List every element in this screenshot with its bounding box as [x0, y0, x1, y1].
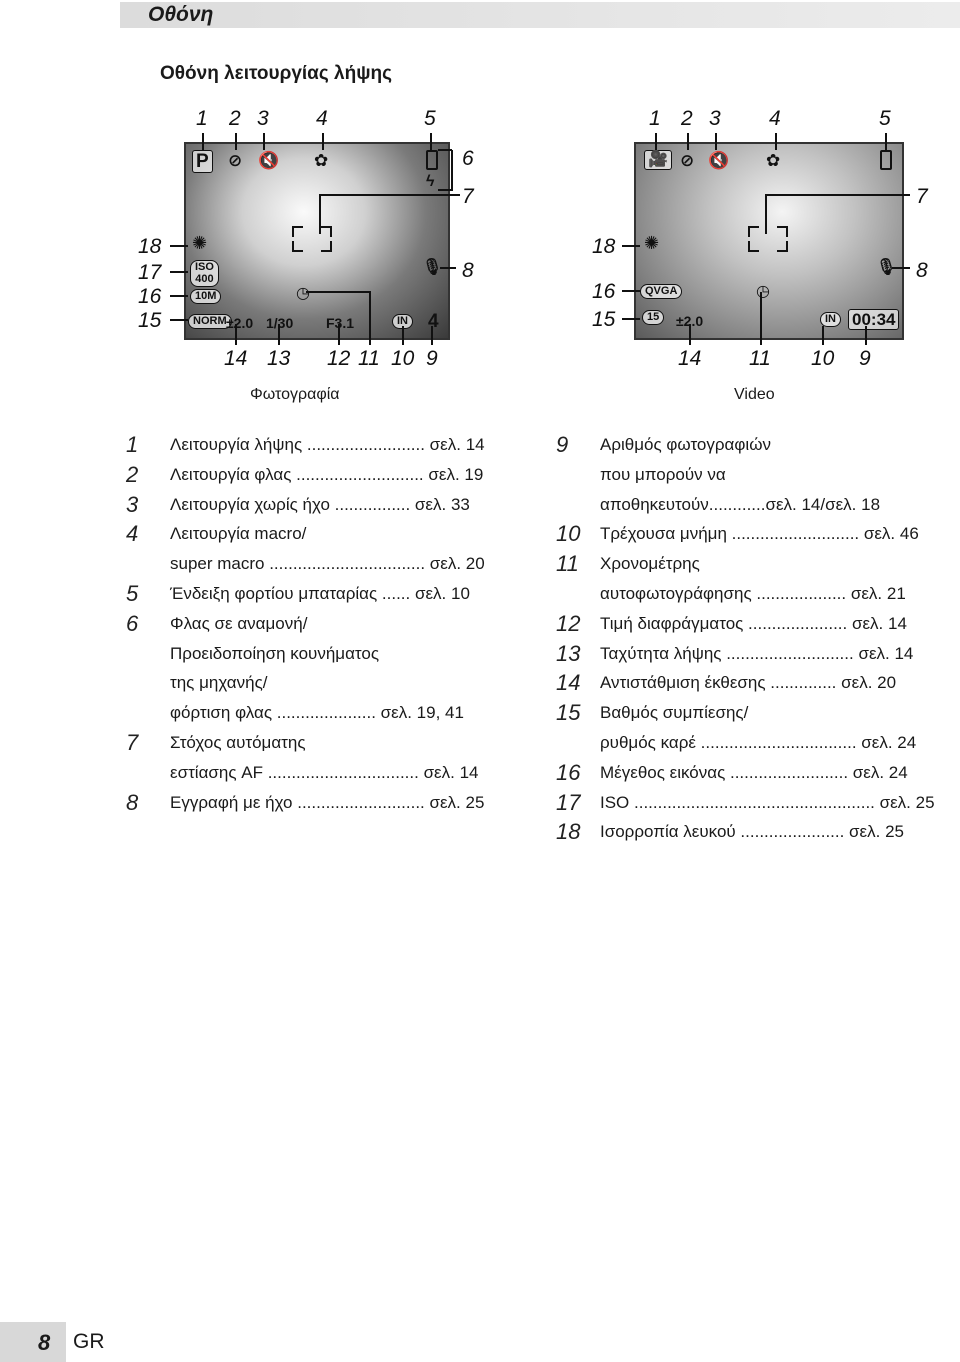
legend-text: Χρονομέτρης — [600, 554, 700, 574]
legend-row — [126, 698, 518, 728]
photo-callout-15: 15 — [138, 309, 162, 332]
flash-charge-icon: ϟ — [426, 173, 435, 190]
legend-row — [556, 698, 952, 728]
legend-number — [126, 758, 170, 788]
legend-number: 17 — [556, 789, 581, 815]
legend-text: Ένδειξη φορτίου μπαταρίας ...... σελ. 10 — [170, 583, 470, 603]
af-target — [292, 226, 332, 252]
legend-row — [126, 609, 518, 639]
legend-row — [556, 728, 952, 758]
memory-icon: IN — [392, 314, 413, 329]
legend-row — [556, 460, 952, 490]
legend-row — [556, 639, 952, 669]
legend-number: 6 — [126, 610, 139, 636]
legend-number: 1 — [126, 432, 139, 457]
legend-row — [126, 519, 518, 549]
flash-icon: ⊘ — [680, 151, 695, 170]
legend-row — [126, 490, 518, 520]
video-caption: Video — [734, 386, 775, 403]
page-number: 8 — [38, 1330, 51, 1355]
legend-number: 4 — [126, 521, 139, 547]
video-callout-15: 15 — [592, 308, 616, 331]
video-callout-16: 16 — [592, 280, 616, 303]
mode-icon: P — [192, 150, 213, 173]
macro-icon: ✿ — [314, 151, 329, 170]
legend-number: 14 — [556, 670, 581, 696]
video-callout-18: 18 — [592, 235, 616, 258]
legend-row — [556, 490, 952, 520]
video-callout-8: 8 — [916, 259, 928, 282]
legend-text: ISO ................................................... σελ. 25 — [600, 792, 935, 812]
wb-icon: ✺ — [644, 233, 660, 253]
legend-right — [556, 430, 952, 847]
legend-text: super macro ................................. σελ. 20 — [170, 554, 485, 574]
iso-value: 400 — [195, 272, 214, 285]
legend-text: Ισορροπία λευκού ...................... σελ. 25 — [600, 822, 904, 842]
legend-text: της μηχανής/ — [170, 673, 268, 693]
photo-callout-18: 18 — [138, 235, 162, 258]
wb-icon: ✺ — [192, 233, 208, 253]
legend-row — [556, 758, 952, 788]
photo-callout-8: 8 — [462, 259, 474, 282]
legend-text: αυτοφωτογράφησης ................... σελ. 21 — [600, 583, 906, 603]
legend-number: 8 — [126, 789, 139, 815]
legend-text: Στόχος αυτόματης — [170, 732, 306, 752]
photo-callout-10: 10 — [391, 347, 415, 370]
video-callout-10: 10 — [811, 347, 835, 370]
legend-number — [126, 668, 170, 698]
video-callout-7: 7 — [916, 185, 928, 208]
legend-number: 5 — [126, 580, 139, 606]
legend-number: 3 — [126, 491, 139, 517]
legend-number — [126, 639, 170, 669]
legend-number: 15 — [556, 700, 581, 726]
shutter-value: 1/30 — [266, 315, 294, 331]
self-timer-icon: ◷ — [756, 283, 770, 300]
photo-callout-16: 16 — [138, 285, 162, 308]
photo-callout-12: 12 — [327, 347, 351, 370]
exposure-value: ±2.0 — [226, 315, 254, 331]
legend-text: Λειτουργία λήψης ......................... σελ. 14 — [170, 435, 485, 454]
photo-screen — [184, 142, 450, 340]
aperture-value: F3.1 — [326, 315, 355, 331]
legend-row — [556, 549, 952, 579]
legend-row — [556, 609, 952, 639]
legend-text: αποθηκευτούν............σελ. 14/σελ. 18 — [600, 494, 881, 514]
video-callout-1: 1 — [649, 107, 661, 130]
legend-row — [126, 758, 518, 788]
legend-row — [126, 788, 518, 818]
legend-number: 16 — [556, 759, 581, 785]
legend-number — [556, 460, 600, 490]
photo-callout-5: 5 — [424, 107, 436, 130]
legend-text: Τρέχουσα μνήμη ........................... σελ. 46 — [600, 524, 919, 544]
legend-row — [126, 579, 518, 609]
af-target — [748, 226, 788, 252]
photo-callout-1: 1 — [196, 107, 208, 130]
legend-number — [126, 698, 170, 728]
exposure-value: ±2.0 — [676, 313, 704, 329]
legend-row — [556, 668, 952, 698]
legend-text: Εγγραφή με ήχο ........................... σελ. 25 — [170, 792, 485, 812]
legend-number: 18 — [556, 819, 581, 845]
page-number-box — [0, 1322, 66, 1362]
subtitle: Οθόνη λειτουργίας λήψης — [160, 63, 392, 84]
legend-text: φόρτιση φλας ..................... σελ. 19, 41 — [170, 703, 464, 723]
legend-row — [556, 519, 952, 549]
legend-number: 7 — [126, 729, 139, 755]
legend-number — [126, 549, 170, 579]
photo-callout-3: 3 — [257, 107, 269, 130]
photo-callout-13: 13 — [267, 347, 291, 370]
microphone-icon: 🎙 — [876, 259, 897, 276]
legend-number: 10 — [556, 521, 581, 547]
legend-text: Λειτουργία macro/ — [170, 524, 307, 544]
legend-row — [556, 817, 952, 847]
video-callout-9: 9 — [859, 347, 871, 370]
fps-icon: 15 — [642, 310, 664, 325]
photo-callout-11: 11 — [358, 347, 380, 370]
legend-number: 11 — [556, 551, 579, 577]
legend-number — [556, 728, 600, 758]
legend-text: Αριθμός φωτογραφιών — [600, 435, 771, 454]
legend-text: Λειτουργία φλας ........................... σελ. 19 — [170, 464, 484, 484]
legend-text: Ταχύτητα λήψης ........................... σελ. 14 — [600, 643, 914, 663]
legend-row — [556, 788, 952, 818]
legend-text: Προειδοποίηση κουνήματος — [170, 643, 380, 663]
legend-row — [126, 460, 518, 490]
silent-icon: 🔇 — [258, 151, 280, 170]
silent-icon: 🔇 — [708, 151, 730, 170]
flash-icon: ⊘ — [228, 151, 243, 170]
legend-number: 2 — [126, 461, 139, 487]
legend-row — [126, 728, 518, 758]
legend-text: Τιμή διαφράγματος ..................... σελ. 14 — [600, 613, 907, 633]
photo-caption: Φωτογραφία — [250, 386, 340, 403]
shots-remaining: 4 — [428, 311, 439, 332]
legend-number: 13 — [556, 640, 581, 666]
legend-row — [126, 639, 518, 669]
legend-row — [126, 668, 518, 698]
video-callout-14: 14 — [678, 347, 702, 370]
legend-text: Λειτουργία χωρίς ήχο ................ σελ. 33 — [170, 494, 470, 514]
iso-icon — [190, 260, 219, 287]
photo-callout-17: 17 — [138, 261, 162, 284]
legend-number: 9 — [556, 432, 569, 457]
legend-text: που μπορούν να — [600, 464, 726, 484]
language-code: GR — [73, 1330, 105, 1353]
battery-icon — [426, 150, 438, 170]
legend-text: Μέγεθος εικόνας ......................... σελ. 24 — [600, 762, 908, 782]
photo-callout-14: 14 — [224, 347, 248, 370]
macro-icon: ✿ — [766, 151, 781, 170]
legend-row — [126, 549, 518, 579]
memory-icon: IN — [820, 312, 841, 327]
photo-callout-4: 4 — [316, 107, 328, 130]
legend-row — [556, 579, 952, 609]
legend-text: Φλας σε αναμονή/ — [170, 613, 308, 633]
section-title: Οθόνη — [148, 3, 214, 26]
legend-row — [126, 430, 518, 460]
recording-time: 00:34 — [848, 309, 899, 330]
header-bar — [120, 2, 960, 28]
legend-row — [556, 430, 952, 460]
video-callout-4: 4 — [769, 107, 781, 130]
legend-number — [556, 490, 600, 520]
legend-text: εστίασης AF ................................ σελ. 14 — [170, 762, 479, 782]
legend-text: Αντιστάθμιση έκθεσης .............. σελ. 20 — [600, 673, 897, 693]
iso-label: ISO — [195, 261, 214, 273]
photo-callout-2: 2 — [229, 107, 241, 130]
legend-number: 12 — [556, 610, 581, 636]
size-icon: QVGA — [640, 284, 682, 299]
legend-text: ρυθμός καρέ ................................. σελ. 24 — [600, 732, 917, 752]
video-callout-2: 2 — [681, 107, 693, 130]
photo-callout-7: 7 — [462, 185, 474, 208]
photo-callout-6: 6 — [462, 147, 474, 170]
legend-text: Βαθμός συμπίεσης/ — [600, 703, 749, 723]
microphone-icon: 🎙 — [422, 259, 443, 276]
self-timer-icon: ◷ — [296, 285, 310, 302]
legend-left — [126, 430, 518, 817]
video-callout-11: 11 — [749, 347, 771, 370]
photo-callout-9: 9 — [426, 347, 438, 370]
legend-number — [556, 579, 600, 609]
video-callout-3: 3 — [709, 107, 721, 130]
battery-icon — [880, 150, 892, 170]
movie-mode-icon: 🎥 — [644, 150, 672, 170]
video-callout-5: 5 — [879, 107, 891, 130]
video-screen — [634, 142, 904, 340]
size-icon: 10M — [190, 289, 221, 304]
quality-icon: NORM — [188, 314, 232, 329]
